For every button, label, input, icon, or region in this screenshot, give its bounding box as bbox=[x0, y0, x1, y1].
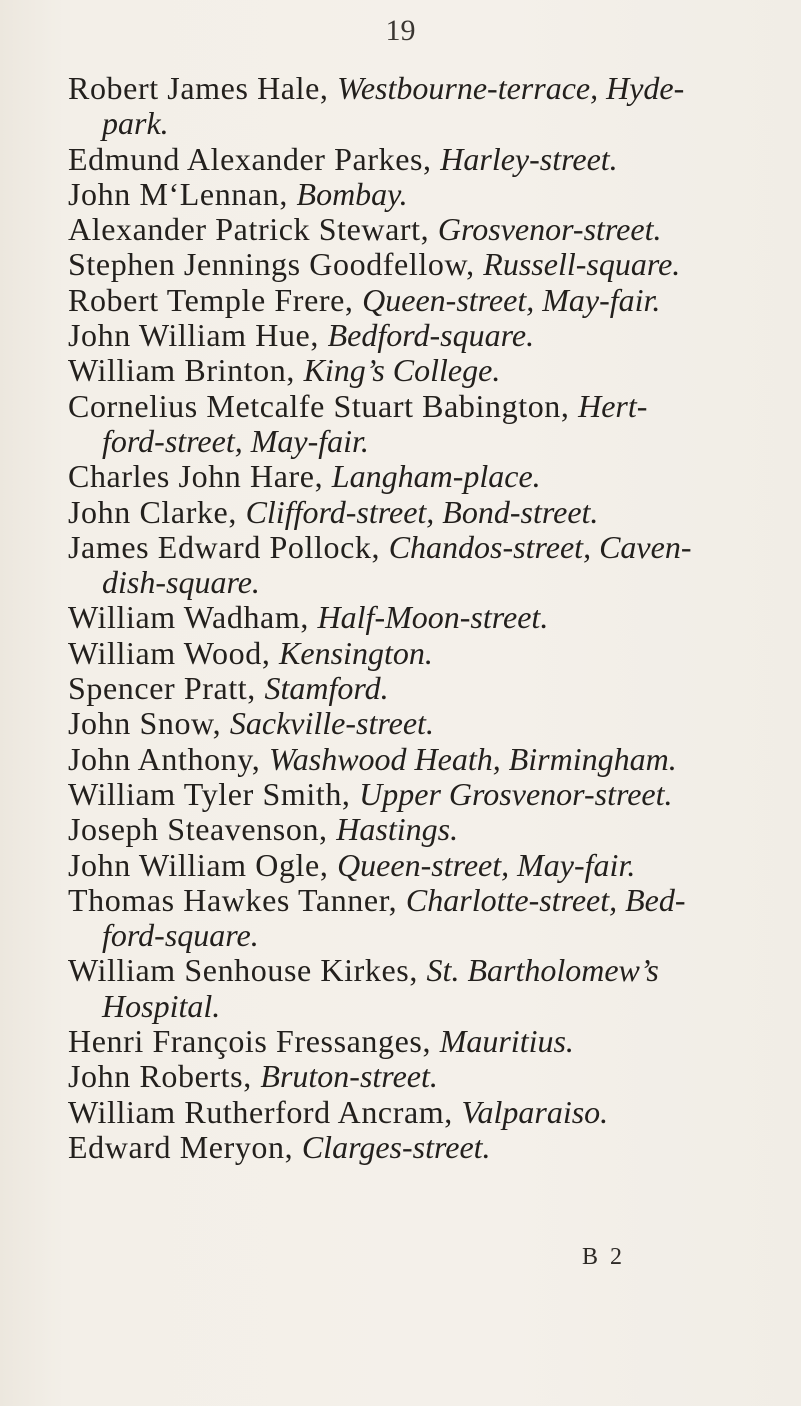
entry-line bbox=[68, 1095, 758, 1130]
member-address: Westbourne-terrace, Hyde- bbox=[337, 70, 685, 106]
list-item bbox=[68, 706, 758, 741]
member-address: St. Bartholomew’s bbox=[426, 952, 659, 989]
member-address: Mauritius. bbox=[439, 1023, 574, 1060]
list-item bbox=[68, 142, 758, 177]
member-name: Spencer Pratt, bbox=[68, 670, 265, 707]
entry-line bbox=[68, 600, 758, 635]
member-name: William Wadham, bbox=[68, 599, 318, 636]
list-item bbox=[68, 777, 758, 812]
list-item bbox=[68, 212, 758, 247]
member-address: Half-Moon-street. bbox=[317, 599, 549, 636]
member-name: Alexander Patrick Stewart, bbox=[68, 211, 438, 248]
member-name: Robert James Hale, bbox=[68, 70, 338, 106]
member-address: Hospital. bbox=[102, 987, 221, 1024]
member-address: King’s College. bbox=[303, 352, 501, 389]
list-item bbox=[68, 177, 758, 212]
member-name: Joseph Steavenson, bbox=[68, 811, 337, 848]
list-item bbox=[68, 600, 758, 635]
entry-line bbox=[68, 247, 758, 282]
entry-line bbox=[68, 1024, 758, 1059]
member-name: Henri François Fressanges, bbox=[68, 1023, 440, 1060]
list-item bbox=[68, 742, 758, 777]
member-name: John Clarke, bbox=[68, 493, 246, 530]
member-name: John William Hue, bbox=[68, 317, 328, 354]
entry-line bbox=[68, 953, 758, 988]
member-name: John Roberts, bbox=[68, 1058, 261, 1095]
member-address: Bedford-square. bbox=[327, 317, 535, 354]
entry-line bbox=[68, 459, 758, 494]
list-item bbox=[68, 812, 758, 847]
member-address: Grosvenor-street. bbox=[437, 211, 662, 248]
entry-line bbox=[68, 389, 758, 424]
list-item bbox=[68, 495, 758, 530]
member-address: Kensington. bbox=[279, 634, 433, 671]
signature-mark: B 2 bbox=[582, 1244, 626, 1270]
member-address: Clarges-street. bbox=[301, 1128, 491, 1165]
entry-line bbox=[68, 142, 758, 177]
member-name: Edmund Alexander Parkes, bbox=[68, 140, 441, 177]
list-item bbox=[68, 953, 758, 1024]
member-address: Hert- bbox=[578, 387, 648, 424]
list-item bbox=[68, 353, 758, 388]
member-name: John M‘Lennan, bbox=[68, 175, 297, 212]
member-name: John Anthony, bbox=[68, 740, 270, 777]
list-item bbox=[68, 1130, 758, 1165]
entry-line bbox=[68, 283, 758, 318]
page-number: 19 bbox=[385, 14, 416, 47]
member-address: park. bbox=[102, 105, 169, 142]
member-address: Valparaiso. bbox=[461, 1093, 609, 1130]
entry-line bbox=[68, 353, 758, 388]
list-item bbox=[68, 1095, 758, 1130]
list-item bbox=[68, 530, 758, 601]
member-address: dish-square. bbox=[102, 564, 260, 601]
member-name: Charles John Hare, bbox=[68, 458, 332, 495]
member-address: Stamford. bbox=[264, 670, 389, 707]
list-item bbox=[68, 1059, 758, 1094]
entry-line bbox=[68, 1059, 758, 1094]
member-address: Chandos-street, Caven- bbox=[388, 528, 692, 565]
entry-line bbox=[68, 1130, 758, 1165]
member-name: William Wood, bbox=[68, 634, 280, 671]
list-item bbox=[68, 671, 758, 706]
member-address: Langham-place. bbox=[331, 458, 541, 495]
member-name: William Brinton, bbox=[68, 352, 304, 389]
list-item bbox=[68, 71, 758, 142]
member-name: Thomas Hawkes Tanner, bbox=[68, 881, 406, 918]
member-address: Bombay. bbox=[296, 175, 408, 212]
member-address: ford-square. bbox=[102, 917, 259, 954]
member-address: Clifford-street, Bond-street. bbox=[245, 493, 599, 530]
entry-line bbox=[68, 318, 758, 353]
list-item bbox=[68, 283, 758, 318]
member-name: William Tyler Smith, bbox=[68, 775, 360, 812]
member-address: Upper Grosvenor-street. bbox=[359, 775, 673, 812]
entry-continuation-line bbox=[68, 918, 758, 953]
member-name: John William Ogle, bbox=[68, 846, 338, 883]
entry-line bbox=[68, 636, 758, 671]
member-name: Edward Meryon, bbox=[68, 1128, 302, 1165]
list-item bbox=[68, 459, 758, 494]
entry-line bbox=[68, 883, 758, 918]
member-address: Charlotte-street, Bed- bbox=[405, 881, 686, 918]
member-address: Sackville-street. bbox=[229, 705, 434, 742]
list-item bbox=[68, 318, 758, 353]
list-item bbox=[68, 883, 758, 954]
member-name: Stephen Jennings Goodfellow, bbox=[68, 246, 484, 283]
member-address: Queen-street, May-fair. bbox=[337, 846, 636, 883]
entry-line bbox=[68, 671, 758, 706]
entry-continuation-line bbox=[68, 424, 758, 459]
member-address: Hastings. bbox=[336, 811, 459, 848]
entry-line bbox=[68, 71, 758, 106]
entry-line bbox=[68, 212, 758, 247]
list-item bbox=[68, 389, 758, 460]
entry-line bbox=[68, 812, 758, 847]
entry-line bbox=[68, 848, 758, 883]
list-item bbox=[68, 1024, 758, 1059]
list-item bbox=[68, 848, 758, 883]
member-address: Russell-square. bbox=[483, 246, 681, 283]
member-address: ford-street, May-fair. bbox=[102, 422, 369, 459]
entry-continuation-line bbox=[68, 106, 758, 141]
member-name: Robert Temple Frere, bbox=[68, 281, 363, 318]
member-name: John Snow, bbox=[68, 705, 230, 742]
member-name: Cornelius Metcalfe Stuart Babington, bbox=[68, 387, 579, 424]
list-item bbox=[68, 247, 758, 282]
member-list bbox=[68, 71, 758, 1165]
member-name: James Edward Pollock, bbox=[68, 528, 389, 565]
entry-line bbox=[68, 530, 758, 565]
entry-continuation-line bbox=[68, 565, 758, 600]
member-address: Harley-street. bbox=[440, 140, 618, 177]
member-name: William Rutherford Ancram, bbox=[68, 1093, 462, 1130]
entry-line bbox=[68, 177, 758, 212]
member-address: Queen-street, May-fair. bbox=[362, 281, 661, 318]
entry-line bbox=[68, 706, 758, 741]
entry-continuation-line bbox=[68, 989, 758, 1024]
entry-line bbox=[68, 777, 758, 812]
member-address: Bruton-street. bbox=[260, 1058, 438, 1095]
member-name: William Senhouse Kirkes, bbox=[68, 952, 427, 989]
entry-line bbox=[68, 742, 758, 777]
list-item bbox=[68, 636, 758, 671]
member-address: Washwood Heath, Birmingham. bbox=[269, 740, 677, 777]
entry-line bbox=[68, 495, 758, 530]
